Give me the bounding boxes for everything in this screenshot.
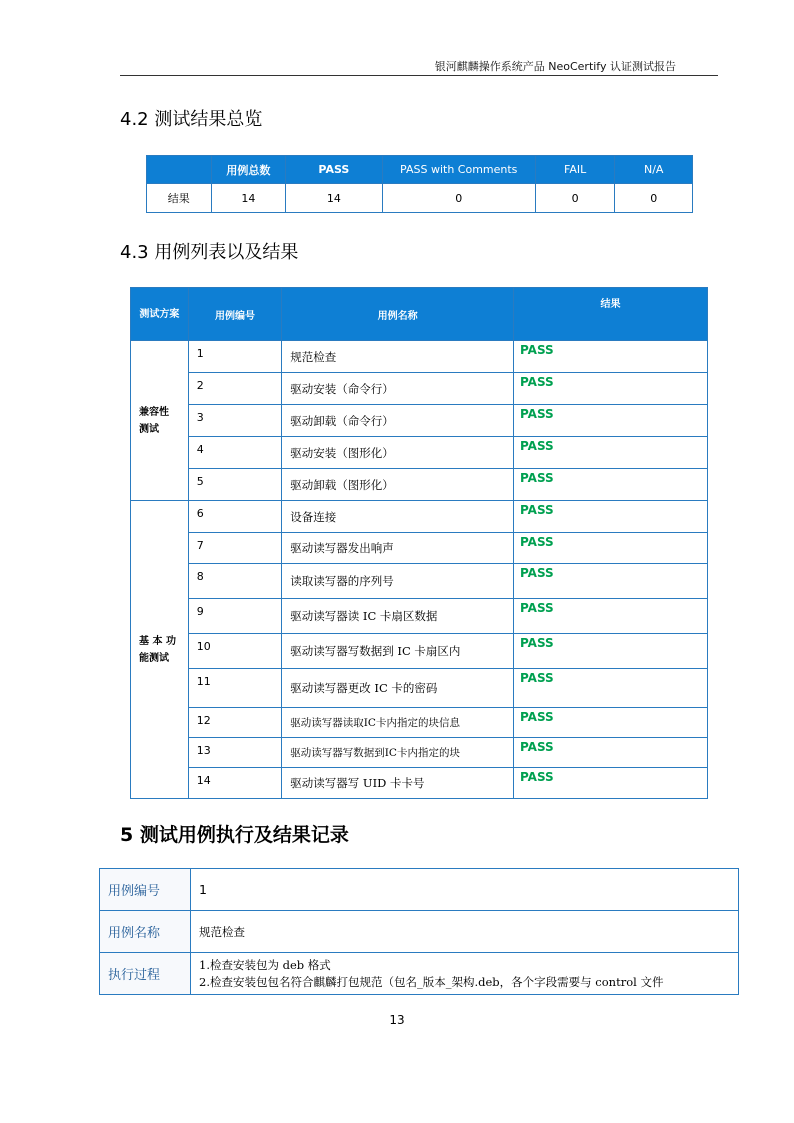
case-result: PASS [513,669,707,708]
case-result: PASS [513,405,707,437]
case-name: 驱动读写器发出响声 [282,533,514,564]
case-name: 驱动读写器写 UID 卡卡号 [282,768,514,799]
summary-header-fail: FAIL [535,156,615,184]
caselist-header-id: 用例编号 [188,288,282,341]
case-result: PASS [513,501,707,533]
record-label-name: 用例名称 [100,911,191,953]
record-value-steps [191,953,739,995]
case-result: PASS [513,341,707,373]
caselist-header-name: 用例名称 [282,288,514,341]
section-5-heading: 5 测试用例执行及结果记录 [120,824,349,846]
case-list-table [130,287,708,799]
case-result: PASS [513,469,707,501]
record-row-id [100,869,739,911]
summary-pass-value: 14 [286,184,382,213]
record-step: 1.检查安装包为 deb 格式 [199,957,331,972]
table-row [131,437,708,469]
case-result: PASS [513,533,707,564]
case-result: PASS [513,768,707,799]
case-result: PASS [513,599,707,634]
section-4-3-heading: 4.3 用例列表以及结果 [120,242,299,263]
summary-total-value: 14 [211,184,286,213]
group-label-line: 基 本 功 [139,635,176,647]
record-row-name [100,911,739,953]
table-row [131,405,708,437]
table-row [131,599,708,634]
case-id: 9 [188,599,282,634]
record-label-process: 执行过程 [100,953,191,995]
table-row [131,533,708,564]
table-row [131,373,708,405]
case-name: 驱动读写器读取IC卡内指定的块信息 [282,708,514,738]
running-header: 银河麒麟操作系统产品 NeoCertify 认证测试报告 [434,60,676,73]
record-value-id: 1 [191,869,739,911]
record-label-id: 用例编号 [100,869,191,911]
summary-pass-comments-value: 0 [382,184,535,213]
summary-header-pass: PASS [286,156,382,184]
results-summary-table [146,155,693,213]
summary-na-value: 0 [615,184,693,213]
case-name: 驱动读写器更改 IC 卡的密码 [282,669,514,708]
table-row [131,501,708,533]
execution-record-table [99,868,739,995]
table-row [131,634,708,669]
case-result: PASS [513,373,707,405]
summary-header-row [147,156,693,184]
case-id: 4 [188,437,282,469]
case-id: 6 [188,501,282,533]
case-id: 2 [188,373,282,405]
record-row-process [100,953,739,995]
table-row [131,738,708,768]
case-name: 驱动安装（命令行） [282,373,514,405]
case-id: 3 [188,405,282,437]
case-name: 驱动读写器写数据到 IC 卡扇区内 [282,634,514,669]
table-row [131,341,708,373]
case-name: 驱动读写器读 IC 卡扇区数据 [282,599,514,634]
table-row [131,669,708,708]
caselist-header-scheme: 测试方案 [131,288,189,341]
case-result: PASS [513,437,707,469]
case-id: 5 [188,469,282,501]
group-label-line: 兼容性 [139,406,169,418]
section-4-2-heading: 4.2 测试结果总览 [120,109,263,130]
case-id: 8 [188,564,282,599]
summary-fail-value: 0 [535,184,615,213]
case-name: 驱动卸载（命令行） [282,405,514,437]
case-name: 驱动安装（图形化） [282,437,514,469]
group-label-line: 测试 [139,423,159,435]
table-row [131,708,708,738]
summary-row-label: 结果 [147,184,212,213]
caselist-header-result: 结果 [513,288,707,341]
case-name: 规范检查 [282,341,514,373]
record-step: 2.检查安装包包名符合麒麟打包规范（包名_版本_架构.deb，各个字段需要与 control 文件 [199,974,664,989]
record-value-name: 规范检查 [191,911,739,953]
page-number: 13 [389,1013,405,1027]
group-compatibility [131,341,189,501]
table-row [131,564,708,599]
case-id: 10 [188,634,282,669]
summary-result-row [147,184,693,213]
summary-header-na: N/A [615,156,693,184]
case-result: PASS [513,564,707,599]
case-result: PASS [513,738,707,768]
case-id: 14 [188,768,282,799]
case-id: 13 [188,738,282,768]
case-id: 7 [188,533,282,564]
case-id: 12 [188,708,282,738]
case-name: 驱动读写器写数据到IC卡内指定的块 [282,738,514,768]
summary-header-total: 用例总数 [211,156,286,184]
case-name: 读取读写器的序列号 [282,564,514,599]
case-name: 设备连接 [282,501,514,533]
case-id: 1 [188,341,282,373]
summary-header-pass-comments: PASS with Comments [382,156,535,184]
table-row [131,469,708,501]
case-name: 驱动卸载（图形化） [282,469,514,501]
case-id: 11 [188,669,282,708]
caselist-header-row [131,288,708,341]
summary-header-blank [147,156,212,184]
case-result: PASS [513,708,707,738]
group-label-line: 能测试 [139,652,169,664]
group-basic-function [131,501,189,799]
header-rule [120,75,718,76]
table-row [131,768,708,799]
case-result: PASS [513,634,707,669]
